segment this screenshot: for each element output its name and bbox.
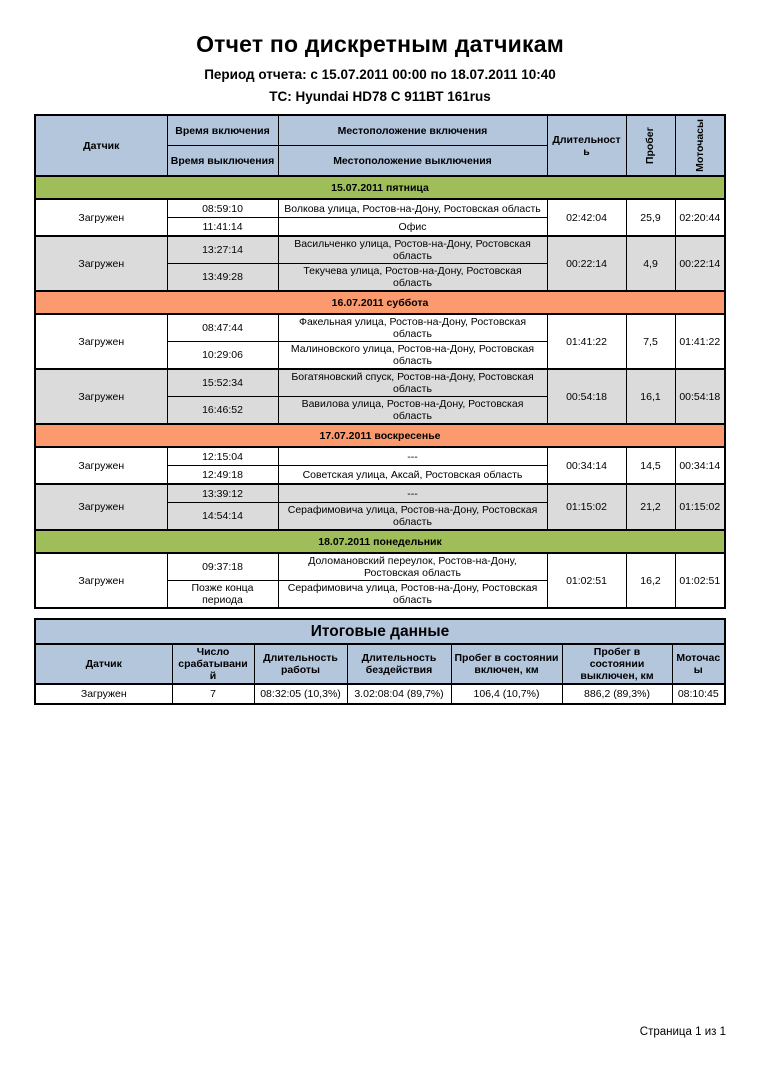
table-row: [35, 314, 725, 342]
duration-cell: 00:54:18: [547, 369, 626, 424]
mileage-cell: 14,5: [626, 447, 675, 484]
location-on-cell: Волкова улица, Ростов-на-Дону, Ростовская область: [278, 199, 547, 218]
location-off-cell: Советская улица, Аксай, Ростовская область: [278, 466, 547, 485]
day-section-header: [35, 530, 725, 553]
location-off-cell: Вавилова улица, Ростов-на-Дону, Ростовская область: [278, 397, 547, 425]
location-on-cell: Васильченко улица, Ростов-на-Дону, Ростовская область: [278, 236, 547, 264]
summary-col-work-duration: Длительность работы: [254, 644, 347, 684]
location-on-cell: Факельная улица, Ростов-на-Дону, Ростовская область: [278, 314, 547, 342]
summary-col-sensor: Датчик: [35, 644, 172, 684]
day-section-label: 15.07.2011 пятница: [35, 176, 725, 199]
col-header-location-off: Местоположение выключения: [278, 146, 547, 177]
mileage-cell: 16,1: [626, 369, 675, 424]
day-section-label: 16.07.2011 суббота: [35, 291, 725, 314]
summary-title-row: [35, 619, 725, 644]
summary-engine-hours-cell: 08:10:45: [672, 684, 725, 704]
col-header-engine-hours: [675, 115, 725, 176]
report-period: Период отчета: с 15.07.2011 00:00 по 18.07.2011 10:40: [204, 67, 556, 82]
day-section-label: 18.07.2011 понедельник: [35, 530, 725, 553]
day-section-label: 17.07.2011 воскресенье: [35, 424, 725, 447]
engine-hours-cell: 01:15:02: [675, 484, 725, 530]
time-on-cell: 08:47:44: [167, 314, 278, 342]
col-header-sensor: Датчик: [35, 115, 167, 176]
sensors-table: [34, 114, 726, 609]
sensor-cell: Загружен: [35, 199, 167, 236]
col-header-engine-hours-label: Моточасы: [693, 119, 706, 172]
location-off-cell: Текучева улица, Ростов-на-Дону, Ростовская область: [278, 264, 547, 292]
time-on-cell: 13:27:14: [167, 236, 278, 264]
location-on-cell: ---: [278, 447, 547, 466]
report-title: Отчет по дискретным датчикам: [196, 31, 564, 57]
sensor-cell: Загружен: [35, 236, 167, 291]
time-off-cell: 13:49:28: [167, 264, 278, 292]
sensor-cell: Загружен: [35, 553, 167, 608]
duration-cell: 01:02:51: [547, 553, 626, 608]
page-number: Страница 1 из 1: [639, 1026, 726, 1038]
table-row: [35, 484, 725, 503]
col-header-mileage-label: Пробег: [644, 126, 657, 165]
table-row: [35, 199, 725, 218]
engine-hours-cell: 01:02:51: [675, 553, 725, 608]
summary-work-duration-cell: 08:32:05 (10,3%): [254, 684, 347, 704]
summary-mileage-off-cell: 886,2 (89,3%): [562, 684, 672, 704]
time-off-cell: Позже конца периода: [167, 581, 278, 609]
col-header-duration: Длительность: [547, 115, 626, 176]
engine-hours-cell: 00:34:14: [675, 447, 725, 484]
summary-col-mileage-on: Пробег в состоянии включен, км: [451, 644, 562, 684]
location-on-cell: Богатяновский спуск, Ростов-на-Дону, Ростовская область: [278, 369, 547, 397]
table-row: [35, 553, 725, 581]
time-off-cell: 12:49:18: [167, 466, 278, 485]
summary-data-row: [35, 684, 725, 704]
col-header-time-off: Время выключения: [167, 146, 278, 177]
time-on-cell: 12:15:04: [167, 447, 278, 466]
summary-table: [34, 618, 726, 705]
time-off-cell: 11:41:14: [167, 218, 278, 237]
engine-hours-cell: 02:20:44: [675, 199, 725, 236]
duration-cell: 01:41:22: [547, 314, 626, 369]
summary-sensor-cell: Загружен: [35, 684, 172, 704]
time-on-cell: 09:37:18: [167, 553, 278, 581]
duration-cell: 00:34:14: [547, 447, 626, 484]
mileage-cell: 25,9: [626, 199, 675, 236]
sensor-cell: Загружен: [35, 484, 167, 530]
time-on-cell: 15:52:34: [167, 369, 278, 397]
duration-cell: 01:15:02: [547, 484, 626, 530]
sensor-cell: Загружен: [35, 369, 167, 424]
location-on-cell: Доломановский переулок, Ростов-на-Дону, Ростовская область: [278, 553, 547, 581]
duration-cell: 02:42:04: [547, 199, 626, 236]
summary-col-mileage-off: Пробег в состоянии выключен, км: [562, 644, 672, 684]
summary-col-idle-duration: Длительность бездействия: [347, 644, 451, 684]
col-header-mileage: [626, 115, 675, 176]
summary-title: Итоговые данные: [35, 619, 725, 644]
day-section-header: [35, 176, 725, 199]
table-row: [35, 236, 725, 264]
table-row: [35, 447, 725, 466]
col-header-location-on: Местоположение включения: [278, 115, 547, 146]
location-off-cell: Серафимовича улица, Ростов-на-Дону, Ростовская область: [278, 503, 547, 531]
time-off-cell: 14:54:14: [167, 503, 278, 531]
mileage-cell: 4,9: [626, 236, 675, 291]
time-on-cell: 13:39:12: [167, 484, 278, 503]
summary-mileage-on-cell: 106,4 (10,7%): [451, 684, 562, 704]
day-section-header: [35, 424, 725, 447]
location-off-cell: Офис: [278, 218, 547, 237]
time-off-cell: 10:29:06: [167, 342, 278, 370]
summary-col-trigger-count: Число срабатываний: [172, 644, 254, 684]
sensor-cell: Загружен: [35, 314, 167, 369]
duration-cell: 00:22:14: [547, 236, 626, 291]
engine-hours-cell: 01:41:22: [675, 314, 725, 369]
time-on-cell: 08:59:10: [167, 199, 278, 218]
mileage-cell: 21,2: [626, 484, 675, 530]
summary-col-engine-hours: Моточасы: [672, 644, 725, 684]
mileage-cell: 16,2: [626, 553, 675, 608]
location-on-cell: ---: [278, 484, 547, 503]
col-header-time-on: Время включения: [167, 115, 278, 146]
summary-idle-duration-cell: 3.02:08:04 (89,7%): [347, 684, 451, 704]
location-off-cell: Серафимовича улица, Ростов-на-Дону, Ростовская область: [278, 581, 547, 609]
engine-hours-cell: 00:54:18: [675, 369, 725, 424]
mileage-cell: 7,5: [626, 314, 675, 369]
summary-trigger-count-cell: 7: [172, 684, 254, 704]
engine-hours-cell: 00:22:14: [675, 236, 725, 291]
location-off-cell: Малиновского улица, Ростов-на-Дону, Ростовская область: [278, 342, 547, 370]
sensor-cell: Загружен: [35, 447, 167, 484]
table-row: [35, 369, 725, 397]
day-section-header: [35, 291, 725, 314]
vehicle-info: ТС: Hyundai HD78 С 911ВТ 161rus: [269, 89, 491, 104]
time-off-cell: 16:46:52: [167, 397, 278, 425]
